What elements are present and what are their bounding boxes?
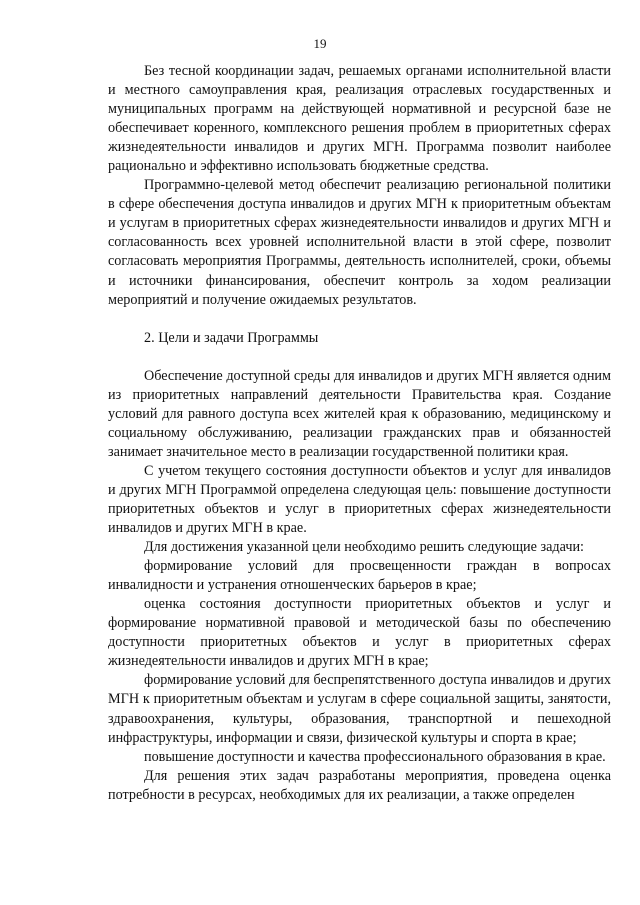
section-heading-goals: 2. Цели и задачи Программы — [144, 329, 319, 346]
page-number: 19 — [313, 36, 327, 51]
document-body — [108, 62, 611, 805]
paragraph-program-goal: С учетом текущего состояния доступности объектов и услуг для инвалидов и других МГН Программой определена следующая цель: повышение доступности приоритетных объектов и услуг в приоритетных сферах жизнедеятельности инвалидов и других МГН в крае. — [108, 462, 611, 537]
list-item-task-education: повышение доступности и качества профессионального образования в крае. — [144, 748, 606, 765]
paragraph-coordination: Без тесной координации задач, решаемых органами исполнительной власти и местного самоуправления края, реализация отраслевых государственных и муниципальных программ на действующей нормативной и ресурсной базе не обеспечивает коренного, комплексного решения проблем в приоритетных сферах жизнедеятельности инвалидов и других МГН. Программа позволит наиболее рационально и эффективно использовать бюджетные средства. — [108, 63, 611, 175]
list-item-task-assessment: оценка состояния доступности приоритетных объектов и услуг и формирование нормативной правовой и методической базы по обеспечению доступности приоритетных объектов и услуг в приоритетных сферах жизнедеятельности инвалидов и других МГН в крае; — [108, 596, 611, 670]
paragraph-measures: Для решения этих задач разработаны мероприятия, проведена оценка потребности в ресурсах, необходимых для их реализации, а также определен — [108, 767, 611, 803]
paragraph-program-method: Программно-целевой метод обеспечит реализацию региональной политики в сфере обеспечения доступа инвалидов и других МГН к приоритетным объектам и услугам в приоритетных сферах жизнедеятельности инвалидов и других МГН и согласованность всех уровней исполнительной власти в этой сфере, позволит согласовать мероприятия Программы, деятельность исполнителей, сроки, объемы и источники финансирования, обеспечит контроль за ходом реализации мероприятий и получение ожидаемых результатов. — [108, 177, 611, 308]
list-item-task-access-conditions: формирование условий для беспрепятственного доступа инвалидов и других МГН к приоритетным объектам и услугам в сфере социальной защиты, занятости, здравоохранения, культуры, образования, транспортной и пешеходной инфраструктуры, информации и связи, физической культуры и спорта в крае; — [108, 672, 611, 746]
paragraph-tasks-intro: Для достижения указанной цели необходимо решить следующие задачи: — [144, 539, 584, 556]
list-item-task-awareness: формирование условий для просвещенности граждан в вопросах инвалидности и устранения отношенческих барьеров в крае; — [108, 558, 611, 594]
paragraph-accessible-environment: Обеспечение доступной среды для инвалидов и других МГН является одним из приоритетных направлений деятельности Правительства края. Создание условий для равного доступа всех жителей края к образованию, медицинскому и социальному обслуживанию, реализации гражданских прав и обязанностей занимает значительное место в реализации государственной политики края. — [108, 367, 611, 460]
